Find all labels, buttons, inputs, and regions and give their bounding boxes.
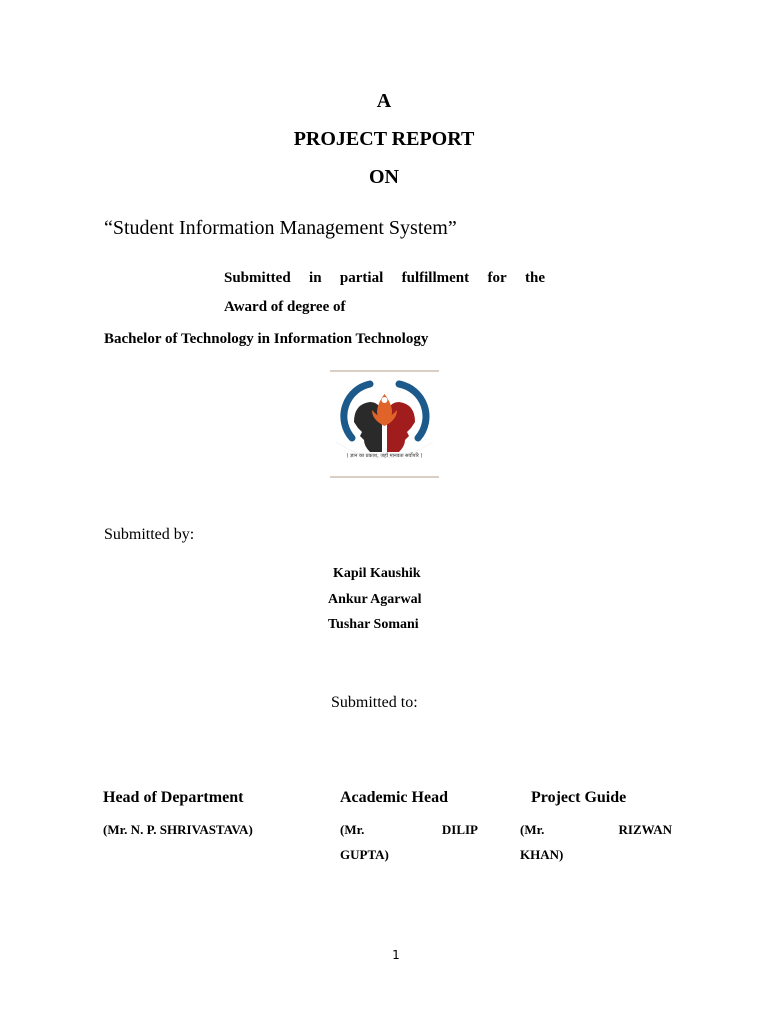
degree-name: Bachelor of Technology in Information Technology [104,331,429,347]
hod-name: (Mr. N. P. SHRIVASTAVA) [103,822,253,837]
logo-bottom-rule [330,476,439,478]
academic-head-name-line-2: GUPTA) [340,847,389,862]
system-name: “Student Information Management System” [104,217,457,239]
university-logo [330,370,439,478]
submission-word: in [309,270,322,286]
submission-word: Submitted [224,270,291,286]
title-on: ON [369,166,399,188]
name-word: (Mr. [520,822,545,837]
role-project-guide: Project Guide [531,789,627,806]
name-word: DILIP [441,822,478,837]
submission-word: fulfillment [401,270,470,286]
submission-line-2: Award of degree of [224,299,346,315]
logo-emblem-icon [330,370,439,478]
student-name: Tushar Somani [328,617,419,632]
name-word: RIZWAN [618,822,672,837]
project-guide-name-line-1 [520,822,672,838]
submitted-by-label: Submitted by: [104,526,195,543]
page-number: 1 [392,948,400,962]
submission-word: the [525,270,545,286]
submission-word: partial [339,270,384,286]
project-guide-name-line-2: KHAN) [520,847,564,862]
logo-caption: ( ज्ञान का प्रकाश, जहाँ मानवता सर्वोपरि ) [346,453,423,459]
student-name: Kapil Kaushik [333,566,421,581]
submitted-to-label: Submitted to: [331,694,418,711]
title-project-report: PROJECT REPORT [293,128,475,150]
student-name: Ankur Agarwal [328,592,422,607]
submission-line-1 [224,270,545,287]
role-head-of-department: Head of Department [103,789,244,806]
title-line-a: A [376,90,392,112]
submission-word: for [487,270,507,286]
academic-head-name-line-1 [340,822,478,838]
name-word: (Mr. [340,822,365,837]
role-academic-head: Academic Head [340,789,448,806]
